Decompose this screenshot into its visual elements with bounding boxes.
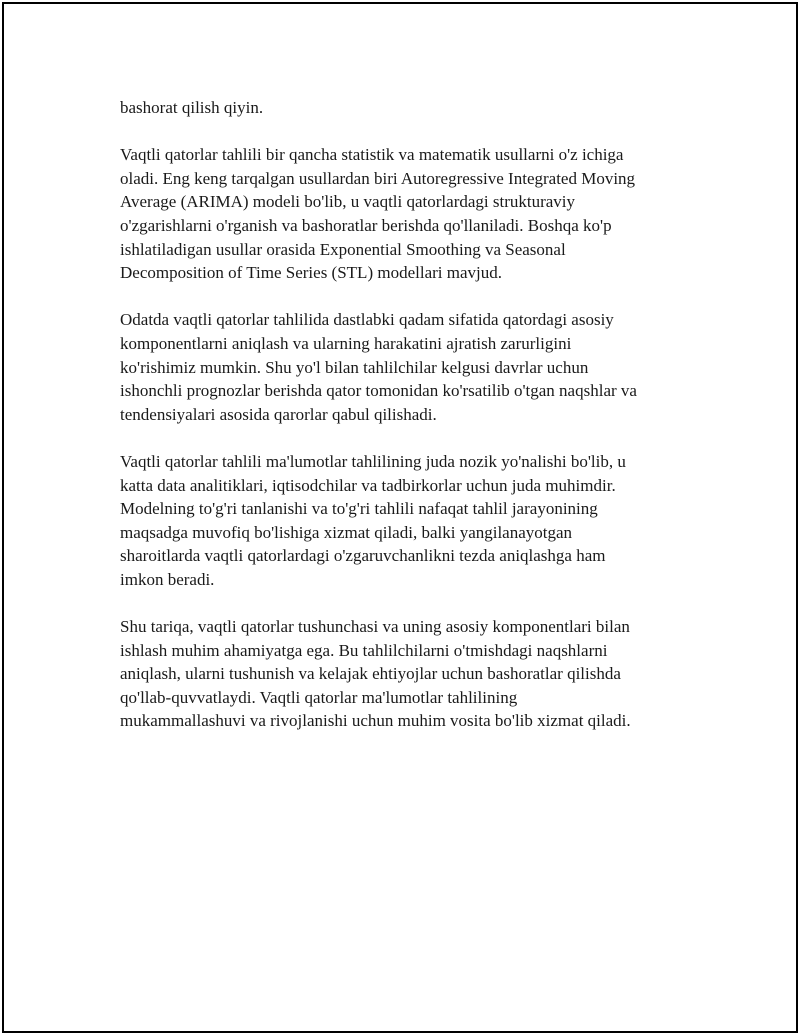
- page-body: [120, 96, 692, 757]
- paragraph-methods: Vaqtli qatorlar tahlili bir qancha statistik va matematik usullarni o'z ichiga oladi. Eng keng tarqalgan usullardan biri Autoregressive Integrated Moving Average (ARIMA) modeli bo'lib, u vaqtli qatorlardagi strukturaviy o'zgarishlarni o'rganish va bashoratlar berishda qo'llaniladi. Boshqa ko'p ishlatiladigan usullar orasida Exponential Smoothing va Seasonal Decomposition of Time Series (STL) modellari mavjud.: [120, 145, 636, 283]
- paragraph-conclusion: Shu tariqa, vaqtli qatorlar tushunchasi va uning asosiy komponentlari bilan ishlash muhim ahamiyatga ega. Bu tahlilchilarni o'tmishdagi naqshlarni aniqlash, ularni tushunish va kelajak ehtiyojlar uchun bashoratlar qilishda qo'llab-quvvatlaydi. Vaqtli qatorlar ma'lumotlar tahlilining mukammallashuvi va rivojlanishi uchun muhim vosita bo'lib xizmat qiladi.: [120, 617, 631, 731]
- document-page: [2, 2, 798, 1033]
- paragraph-continuation: bashorat qilish qiyin.: [120, 98, 264, 117]
- paragraph-components: Odatda vaqtli qatorlar tahlilida dastlabki qadam sifatida qatordagi asosiy komponentlarni aniqlash va ularning harakatini ajratish zarurligini ko'rishimiz mumkin. Shu yo'l bilan tahlilchilar kelgusi davrlar uchun ishonchli prognozlar berishda qator tomonidan ko'rsatilib o'tgan naqshlar va tendensiyalari asosida qarorlar qabul qilishadi.: [120, 310, 637, 424]
- paragraph-importance: Vaqtli qatorlar tahlili ma'lumotlar tahlilining juda nozik yo'nalishi bo'lib, u katta data analitiklari, iqtisodchilar va tadbirkorlar uchun juda muhimdir. Modelning to'g'ri tanlanishi va to'g'ri tahlili nafaqat tahlil jarayonining maqsadga muvofiq bo'lishiga xizmat qiladi, balki yangilanayotgan sharoitlarda vaqtli qatorlardagi o'zgaruvchanlikni tezda aniqlashga ham imkon beradi.: [120, 451, 626, 589]
